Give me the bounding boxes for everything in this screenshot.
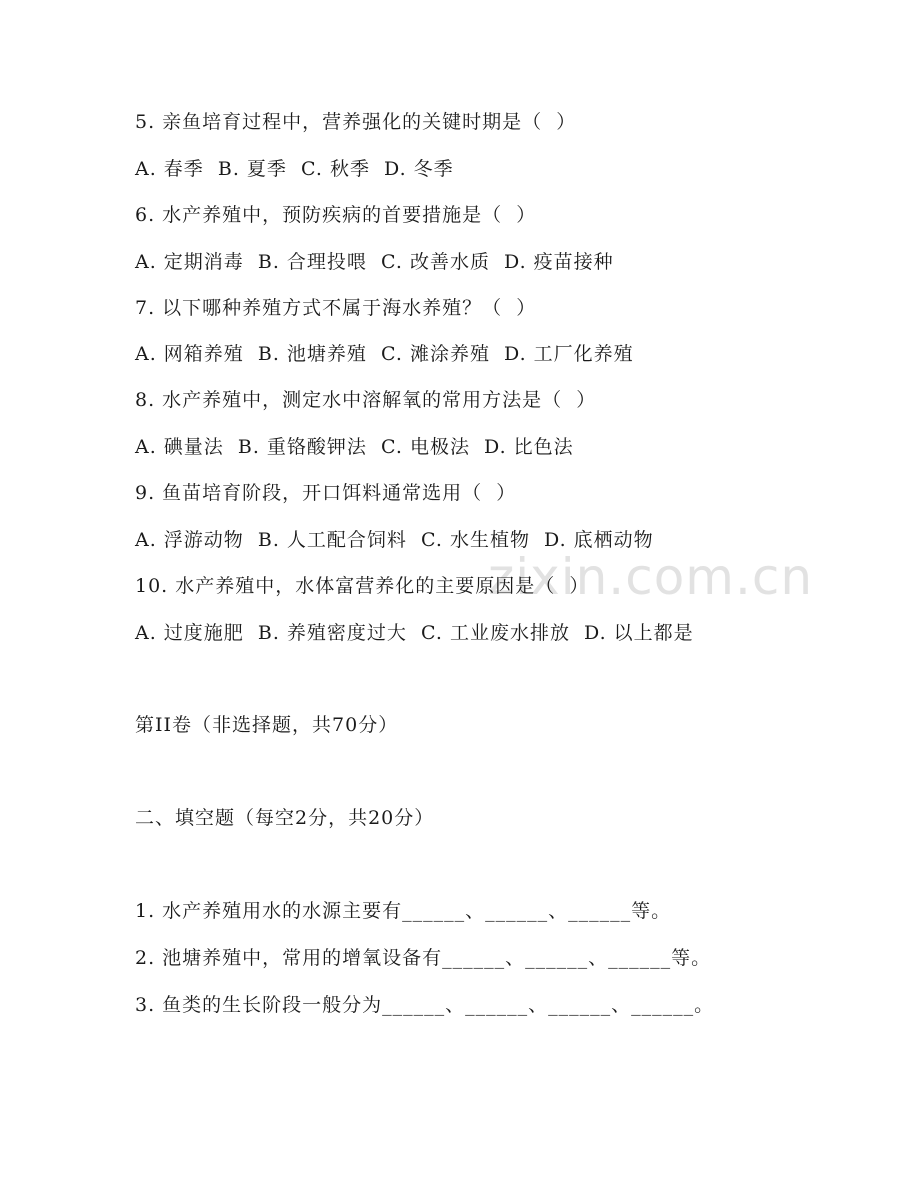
question-9-stem: 9. 鱼苗培育阶段，开口饵料通常选用（ ） xyxy=(135,482,517,504)
fill-blank-1: 1. 水产养殖用水的水源主要有______、______、______等。 xyxy=(135,900,672,922)
question-7-options: A. 网箱养殖 B. 池塘养殖 C. 滩涂养殖 D. 工厂化养殖 xyxy=(135,343,634,365)
question-6-options: A. 定期消毒 B. 合理投喂 C. 改善水质 D. 疫苗接种 xyxy=(135,251,614,273)
fill-blank-2: 2. 池塘养殖中，常用的增氧设备有______、______、______等。 xyxy=(135,947,712,969)
question-9-options: A. 浮游动物 B. 人工配合饲料 C. 水生植物 D. 底栖动物 xyxy=(135,529,654,551)
question-10-stem: 10. 水产养殖中，水体富营养化的主要原因是（ ） xyxy=(135,575,590,597)
question-6-stem: 6. 水产养殖中，预防疾病的首要措施是（ ） xyxy=(135,204,537,226)
question-10-options: A. 过度施肥 B. 养殖密度过大 C. 工业废水排放 D. 以上都是 xyxy=(135,622,694,644)
section-title: 二、填空题（每空2分，共20分） xyxy=(135,807,435,829)
question-5-stem: 5. 亲鱼培育过程中，营养强化的关键时期是（ ） xyxy=(135,111,577,133)
volume-title: 第II卷（非选择题，共70分） xyxy=(135,714,399,736)
question-8-stem: 8. 水产养殖中，测定水中溶解氧的常用方法是（ ） xyxy=(135,389,597,411)
watermark: zixin.com.cn xyxy=(488,548,814,606)
fill-blank-3: 3. 鱼类的生长阶段一般分为______、______、______、______。 xyxy=(135,994,715,1016)
question-8-options: A. 碘量法 B. 重铬酸钾法 C. 电极法 D. 比色法 xyxy=(135,436,574,458)
question-5-options: A. 春季 B. 夏季 C. 秋季 D. 冬季 xyxy=(135,158,454,180)
question-7-stem: 7. 以下哪种养殖方式不属于海水养殖？（ ） xyxy=(135,297,537,319)
